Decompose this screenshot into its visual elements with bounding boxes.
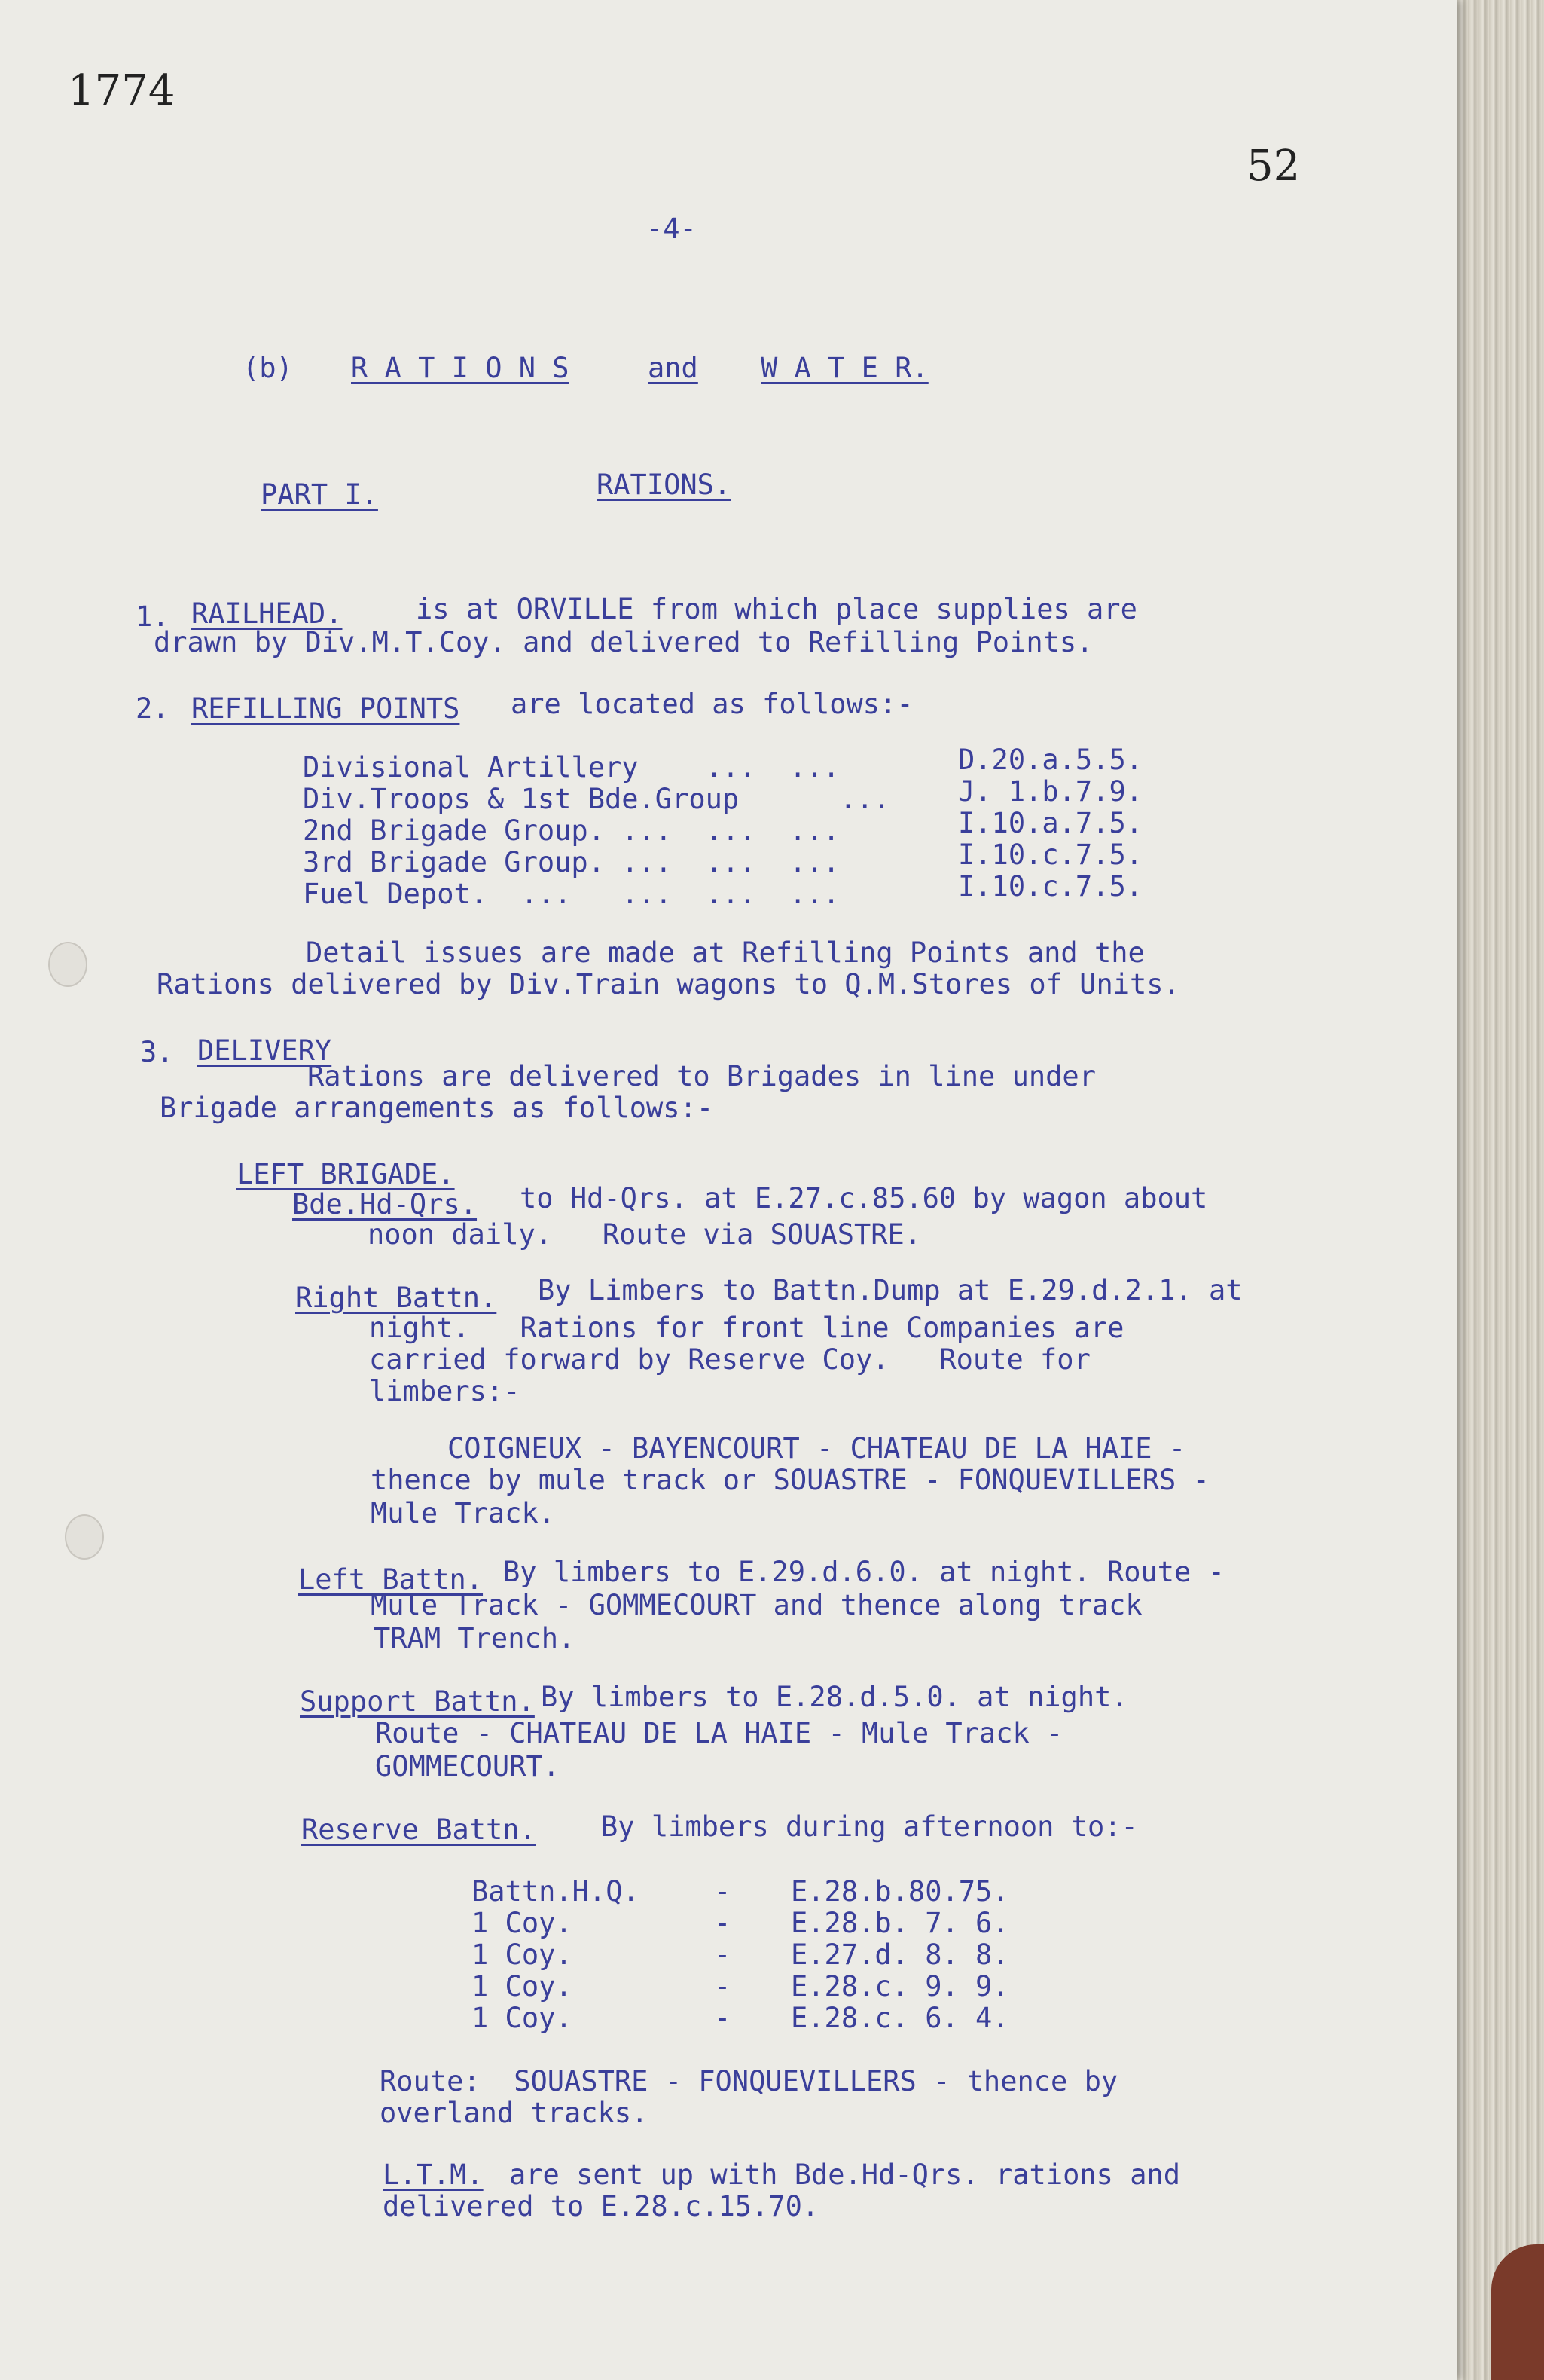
folio-number: 1774 [68, 66, 175, 115]
item3-line1: Rations are delivered to Brigades in line under [307, 1060, 1096, 1092]
punch-hole [65, 1514, 104, 1560]
reserve-row-unit: 1 Coy. [471, 1907, 572, 1939]
item1-number: 1. [136, 600, 169, 633]
reserve-row-dash: - [714, 2002, 731, 2034]
reserve-row-dash: - [714, 1939, 731, 1971]
support-battn-term: Support Battn. [300, 1685, 535, 1718]
reserve-row-ref: E.28.b.80.75. [791, 1875, 1009, 1908]
reserve-row-unit: Battn.H.Q. [471, 1875, 639, 1908]
support-battn-line3: GOMMECOURT. [375, 1750, 560, 1783]
item2-number: 2. [136, 692, 169, 725]
right-battn-line1: By Limbers to Battn.Dump at E.29.d.2.1. at [538, 1274, 1243, 1306]
punch-hole [48, 942, 87, 987]
bde-hq-line2: noon daily. Route via SOUASTRE. [368, 1218, 922, 1251]
refill-row-ref: I.10.a.7.5. [958, 807, 1143, 839]
ltm-term: L.T.M. [383, 2158, 484, 2191]
page-marker: -4- [646, 212, 697, 245]
reserve-row-ref: E.28.b. 7. 6. [791, 1907, 1009, 1939]
right-battn-line2: night. Rations for front line Companies are [369, 1312, 1124, 1344]
refill-row-ref: I.10.c.7.5. [958, 870, 1143, 903]
item2-detail-line2: Rations delivered by Div.Train wagons to Q.M.Stores of Units. [157, 968, 1180, 1001]
left-battn-term: Left Battn. [298, 1563, 484, 1596]
reserve-row-dash: - [714, 1970, 731, 2003]
ltm-line2: delivered to E.28.c.15.70. [383, 2190, 819, 2223]
route2-line1: Route: SOUASTRE - FONQUEVILLERS - thence by [380, 2065, 1118, 2097]
item1-line1: is at ORVILLE from which place supplies are [416, 593, 1137, 625]
reserve-row-unit: 1 Coy. [471, 1939, 572, 1971]
item1-line2: drawn by Div.M.T.Coy. and delivered to Refilling Points. [154, 626, 1094, 658]
reserve-row-unit: 1 Coy. [471, 2002, 572, 2034]
section-title-rations: R A T I O N S [351, 352, 569, 384]
right-battn-line3: carried forward by Reserve Coy. Route for [369, 1343, 1091, 1376]
page-number: 52 [1246, 142, 1301, 191]
reserve-row-unit: 1 Coy. [471, 1970, 572, 2003]
route-line1: COIGNEUX - BAYENCOURT - CHATEAU DE LA HAIE - [447, 1432, 1186, 1465]
refill-row-name: Divisional Artillery ... ... [303, 751, 840, 784]
left-battn-line1: By limbers to E.29.d.6.0. at night. Route - [503, 1556, 1225, 1588]
left-battn-line2: Mule Track - GOMMECOURT and thence along track [371, 1589, 1143, 1621]
part-label: PART I. [261, 478, 378, 511]
right-battn-term: Right Battn. [295, 1282, 497, 1314]
left-brigade-heading: LEFT BRIGADE. [236, 1158, 455, 1190]
right-battn-line4: limbers:- [369, 1375, 520, 1407]
item3-term: DELIVERY [197, 1034, 332, 1067]
item1-term: RAILHEAD. [191, 597, 343, 630]
refill-row-name: 3rd Brigade Group. ... ... ... [303, 846, 840, 878]
ltm-line1: are sent up with Bde.Hd-Qrs. rations and [509, 2158, 1181, 2191]
reserve-row-dash: - [714, 1907, 731, 1939]
section-label: (b) [243, 352, 293, 384]
route-line3: Mule Track. [371, 1497, 556, 1529]
refill-row-ref: J. 1.b.7.9. [958, 775, 1143, 808]
reserve-row-ref: E.28.c. 9. 9. [791, 1970, 1009, 2003]
route-line2: thence by mule track or SOUASTRE - FONQUEVILLERS - [371, 1464, 1210, 1496]
route2-line2: overland tracks. [380, 2097, 648, 2129]
left-battn-line3: TRAM Trench. [374, 1622, 575, 1654]
refill-row-name: 2nd Brigade Group. ... ... ... [303, 814, 840, 847]
reserve-row-ref: E.28.c. 6. 4. [791, 2002, 1009, 2034]
reserve-row-dash: - [714, 1875, 731, 1908]
refill-row-ref: I.10.c.7.5. [958, 839, 1143, 871]
part-heading: RATIONS. [597, 469, 731, 501]
item3-number: 3. [140, 1036, 174, 1068]
bde-hq-line1: to Hd-Qrs. at E.27.c.85.60 by wagon about [520, 1182, 1208, 1214]
section-title-and: and [648, 352, 698, 384]
item2-rest: are located as follows:- [511, 688, 914, 720]
item2-detail-line1: Detail issues are made at Refilling Points and the [306, 936, 1145, 969]
item3-line2: Brigade arrangements as follows:- [160, 1092, 714, 1124]
refill-row-name: Div.Troops & 1st Bde.Group ... [303, 783, 890, 815]
section-title-water: W A T E R. [761, 352, 929, 384]
support-battn-line1: By limbers to E.28.d.5.0. at night. [541, 1681, 1128, 1713]
bde-hq-term: Bde.Hd-Qrs. [292, 1188, 478, 1221]
reserve-battn-term: Reserve Battn. [301, 1813, 536, 1846]
item2-term: REFILLING POINTS [191, 692, 460, 725]
refill-row-ref: D.20.a.5.5. [958, 744, 1143, 776]
page-edges [1457, 0, 1544, 2380]
reserve-battn-rest: By limbers during afternoon to:- [601, 1810, 1138, 1843]
reserve-row-ref: E.27.d. 8. 8. [791, 1939, 1009, 1971]
support-battn-line2: Route - CHATEAU DE LA HAIE - Mule Track - [375, 1717, 1063, 1749]
thumb [1491, 2244, 1544, 2380]
refill-row-name: Fuel Depot. ... ... ... ... [303, 878, 840, 910]
